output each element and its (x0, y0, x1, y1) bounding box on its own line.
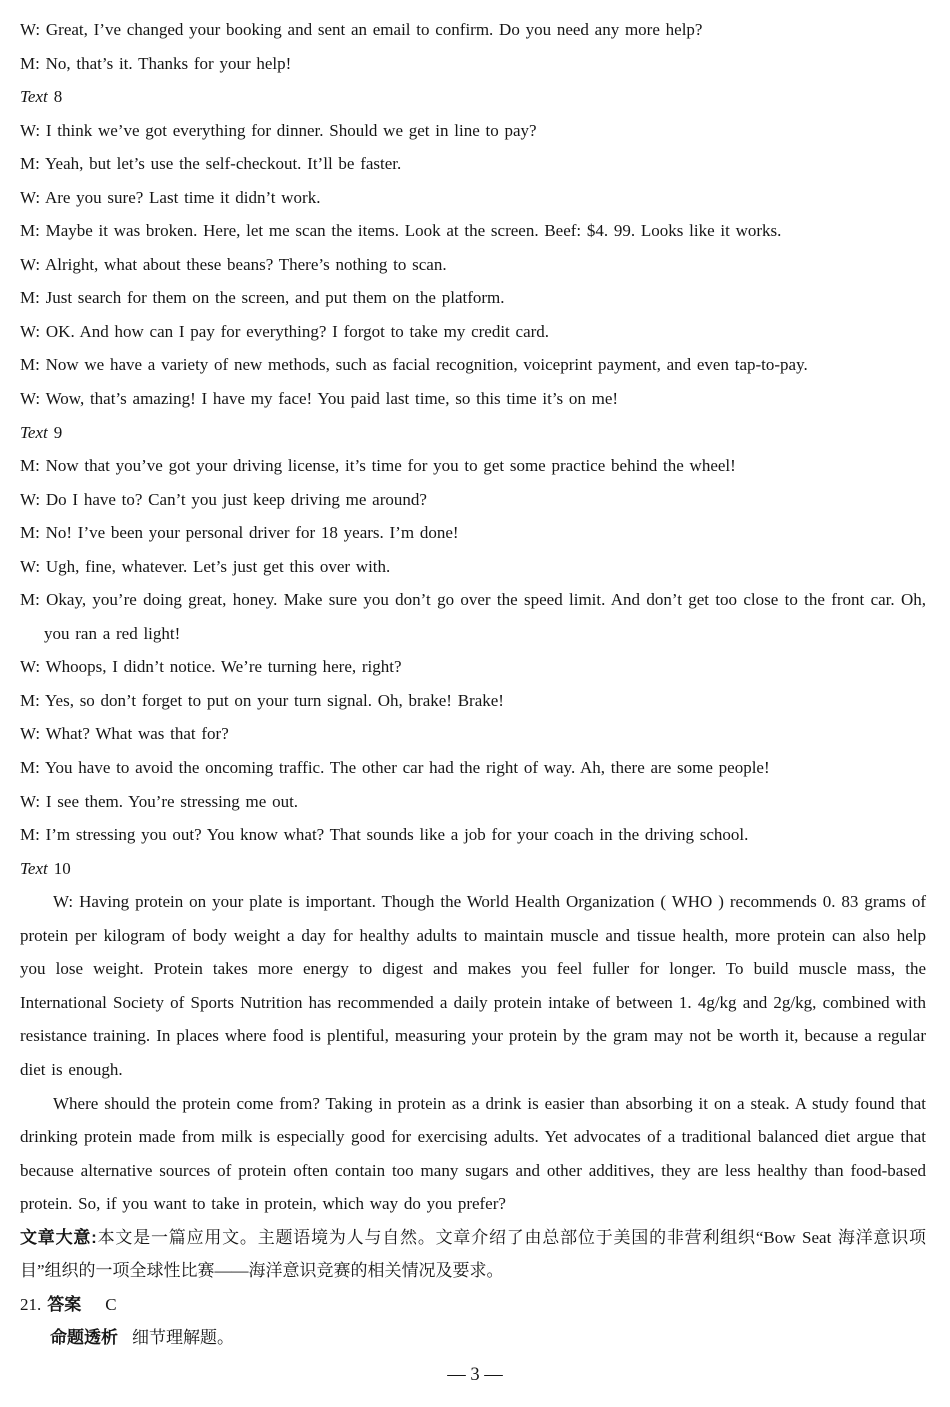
answer-value: C (105, 1294, 117, 1314)
text-section-heading (20, 852, 926, 886)
summary-label: 文章大意: (20, 1227, 97, 1247)
dialogue-line: W: Are you sure? Last time it didn’t work. (20, 187, 321, 207)
dialogue-line: M: Now we have a variety of new methods, such as facial recognition, voiceprint payment, and even tap-to-pay. (20, 355, 808, 375)
heading-number: 9 (53, 422, 63, 442)
dialogue-line: M: No, that’s it. Thanks for your help! (20, 53, 292, 73)
heading-word: Text (20, 858, 48, 878)
heading-word: Text (20, 87, 48, 107)
dialogue-line: W: Alright, what about these beans? There’s nothing to scan. (20, 254, 447, 274)
dialogue-line: W: I think we’ve got everything for dinner. Should we get in line to pay? (20, 120, 537, 140)
page-number: — 3 — (447, 1365, 503, 1385)
analysis-line (20, 1321, 926, 1355)
dialogue-line: M: Now that you’ve got your driving license, it’s time for you to get some practice behind the wheel! (20, 456, 736, 476)
text-section-heading (20, 80, 926, 114)
answer-label: 答案 (47, 1294, 82, 1314)
passage-paragraph: W: Having protein on your plate is important. Though the World Health Organization ( WHO ) recommends 0. 83 grams of protein per kilogram of body weight a day for healthy adults to maintain muscle and tissue health, more protein can also help you lose weight. Protein takes more energy to digest and makes you feel fuller for longer. To build muscle mass, the International Society of Sports Nutrition has recommended a daily protein intake of between 1. 4g/kg and 2g/kg, combined with resistance training. In places where food is plentiful, measuring your protein by the gram may not be worth it, because a regular diet is enough. (20, 892, 926, 1079)
dialogue-line: M: Just search for them on the screen, and put them on the platform. (20, 288, 505, 308)
dialogue-line: W: Great, I’ve changed your booking and sent an email to confirm. Do you need any more help? (20, 20, 703, 39)
passage-summary (20, 1221, 926, 1288)
dialogue-line: M: No! I’ve been your personal driver for 18 years. I’m done! (20, 523, 459, 543)
heading-word: Text (20, 422, 48, 442)
dialogue-line: M: Yeah, but let’s use the self-checkout. It’ll be faster. (20, 154, 402, 174)
dialogue-line: W: What? What was that for? (20, 724, 229, 744)
summary-text: 本文是一篇应用文。主题语境为人与自然。文章介绍了由总部位于美国的非营利组织“Bow Seat 海洋意识项目”组织的一项全球性比赛——海洋意识竞赛的相关情况及要求。 (20, 1227, 926, 1281)
answer-number: 21. (20, 1294, 42, 1314)
answer-line (20, 1288, 926, 1322)
dialogue-line: W: Wow, that’s amazing! I have my face! You paid last time, so this time it’s on me! (20, 389, 619, 409)
dialogue-line: W: Ugh, fine, whatever. Let’s just get this over with. (20, 556, 391, 576)
heading-number: 8 (53, 87, 63, 107)
text-section-heading (20, 416, 926, 450)
dialogue-line: W: Whoops, I didn’t notice. We’re turning here, right? (20, 657, 402, 677)
dialogue-line: M: Yes, so don’t forget to put on your turn signal. Oh, brake! Brake! (20, 690, 504, 710)
dialogue-line: M: I’m stressing you out? You know what? That sounds like a job for your coach in the driving school. (20, 825, 749, 845)
dialogue-line: M: You have to avoid the oncoming traffic. The other car had the right of way. Ah, there are some people! (20, 758, 770, 778)
dialogue-line: M: Okay, you’re doing great, honey. Make sure you don’t go over the speed limit. And don’t get too close to the front car. Oh, you ran a red light! (20, 590, 926, 643)
dialogue-line: W: I see them. You’re stressing me out. (20, 791, 299, 811)
transcript-content (20, 13, 926, 1355)
passage-paragraph: Where should the protein come from? Taking in protein as a drink is easier than absorbing it on a steak. A study found that drinking protein made from milk is especially good for exercising adults. Yet advocates of a traditional balanced diet argue that because alternative sources of protein often contain too many sugars and other additives, they are less healthy than food-based protein. So, if you want to take in protein, which way do you prefer? (20, 1093, 926, 1214)
analysis-label: 命题透析 (50, 1328, 118, 1348)
dialogue-line: W: Do I have to? Can’t you just keep driving me around? (20, 489, 427, 509)
analysis-text: 细节理解题。 (132, 1328, 234, 1348)
page-footer (0, 1362, 950, 1388)
dialogue-line: W: OK. And how can I pay for everything? I forgot to take my credit card. (20, 321, 550, 341)
heading-number: 10 (53, 858, 71, 878)
dialogue-line: M: Maybe it was broken. Here, let me scan the items. Look at the screen. Beef: $4. 99. Looks like it works. (20, 221, 782, 241)
